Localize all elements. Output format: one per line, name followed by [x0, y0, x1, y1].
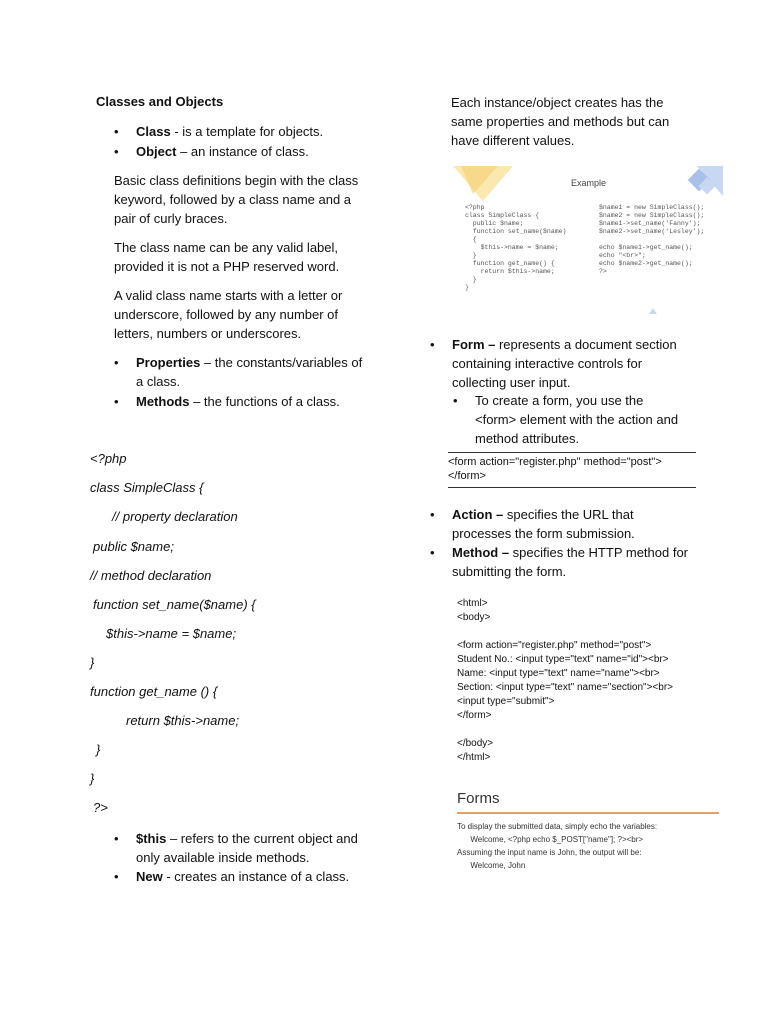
code-line: class SimpleClass { — [90, 480, 204, 495]
code-line: } — [90, 655, 95, 670]
paragraph-instance: Each instance/object creates has the same properties and methods but can have different values. — [451, 95, 670, 148]
example-code-right: $name1 = new SimpleClass(); $name2 = new SimpleClass(); $name1->set_name('Fanny'); $name2->set_name('Lesley'); echo $name1->get_name(); echo "<br>"; echo $name2->get_name(); ?> — [599, 204, 705, 275]
bullet-properties: • Properties – the constants/variables of a class. — [114, 355, 363, 389]
code-line: // property declaration — [112, 509, 238, 524]
code-line: ?> — [93, 800, 108, 815]
code-line: } — [90, 771, 95, 786]
form-code-box: <form action="register.php" method="post"> </form> — [448, 452, 696, 488]
paragraph-basic-definition: Basic class definitions begin with the class keyword, followed by a class name and a pair of curly braces. — [114, 173, 359, 226]
forms-image — [457, 790, 719, 872]
sub-bullet-create-form: • To create a form, you use the <form> element with the action and method attributes. — [453, 393, 679, 446]
bullet-action: • Action – specifies the URL that processes the form submission. — [430, 507, 635, 541]
bullet-object: • Object – an instance of class. — [114, 144, 309, 159]
bullet-methods: • Methods – the functions of a class. — [114, 394, 340, 409]
paragraph-valid-name: A valid class name starts with a letter or underscore, followed by any number of letters, numbers or underscores. — [114, 288, 343, 341]
code-line: // method declaration — [90, 568, 212, 583]
example-code-left: <?php class SimpleClass { public $name; function set_name($name) { $this->name = $name; } function get_name() { return $this->name; } } — [465, 204, 567, 291]
code-line: } — [96, 742, 101, 757]
bullet-method: • Method – specifies the HTTP method for submitting the form. — [430, 545, 689, 579]
example-image — [453, 166, 723, 314]
code-line: function set_name($name) { — [93, 597, 256, 612]
bullet-class: • Class - is a template for objects. — [114, 124, 324, 139]
bullet-form: • Form – represents a document section containing interactive controls for collecting user input. — [430, 337, 677, 390]
code-line: <?php — [90, 451, 127, 466]
forms-title: Forms — [457, 790, 719, 814]
code-line: public $name; — [93, 539, 174, 554]
code-line: function get_name () { — [90, 684, 218, 699]
code-line: return $this->name; — [126, 713, 240, 728]
bullet-new: • New - creates an instance of a class. — [114, 869, 350, 884]
code-line: $this->name = $name; — [106, 626, 237, 641]
section-heading: Classes and Objects — [96, 94, 224, 109]
bullet-this: • $this – refers to the current object and only available inside methods. — [114, 831, 358, 865]
paragraph-class-name: The class name can be any valid label, provided it is not a PHP reserved word. — [114, 240, 340, 274]
example-title: Example — [571, 178, 607, 188]
forms-description: To display the submitted data, simply echo the variables: Welcome, <?php echo $_POST["name"]; ?><br> Assuming the input name is John, the output will be: Welcome, John — [457, 822, 658, 870]
html-form-example: <html> <body> <form action="register.php" method="post"> Student No.: <input type="text" name="id"><br> Name: <input type="text" name="name"><br> Section: <input type="text" name="section"><br> <input type="submit"> </form> </body> </html> — [457, 598, 674, 763]
